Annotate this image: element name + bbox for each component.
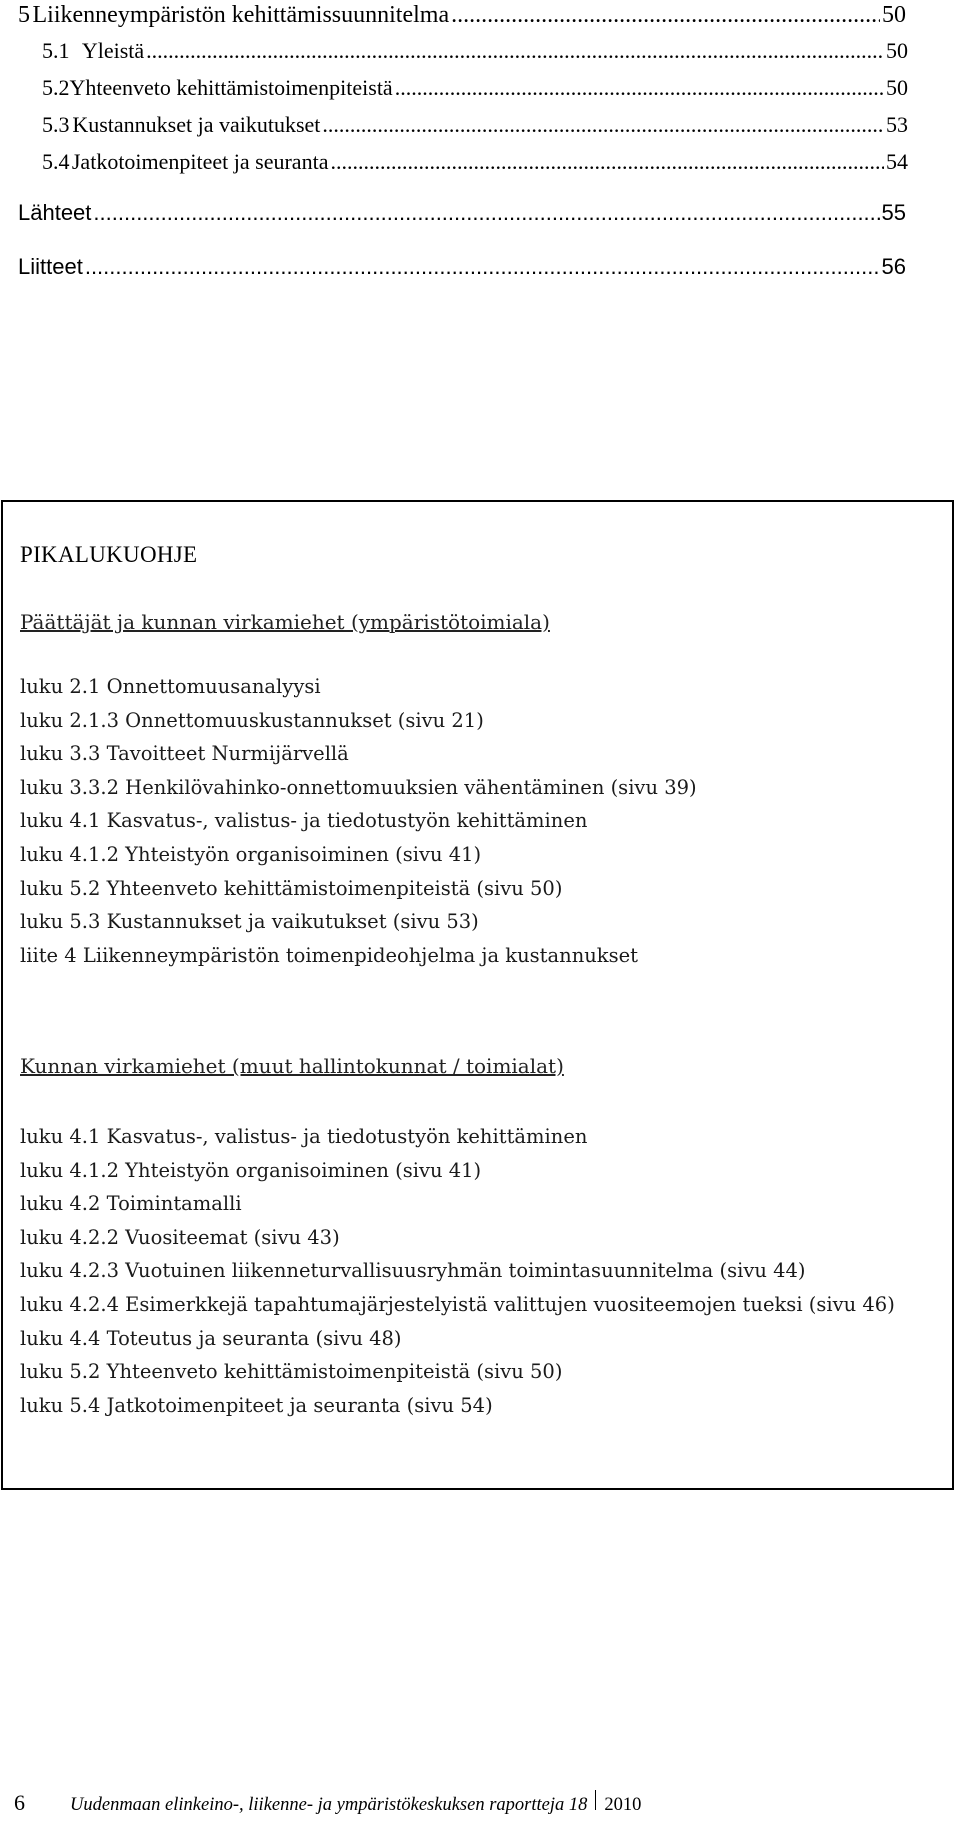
toc-entry-title: Kustannukset ja vaikutukset — [72, 112, 321, 137]
guide-heading-municipal-officials: Kunnan virkamiehet (muut hallintokunnat / toimialat) — [20, 1054, 564, 1078]
toc-dot-leader — [146, 36, 884, 66]
list-item: luku 4.2.2 Vuositeemat (sivu 43) — [20, 1225, 340, 1249]
page-number: 6 — [14, 1790, 25, 1815]
list-item: luku 4.1 Kasvatus-, valistus- ja tiedotustyön kehittäminen — [20, 809, 588, 833]
list-item: luku 4.2 Toimintamalli — [20, 1192, 242, 1216]
toc-dot-leader — [85, 252, 880, 282]
toc-dot-leader — [322, 110, 884, 140]
toc-entry-title: Lähteet — [18, 200, 92, 225]
quick-reading-guide-box — [1, 500, 954, 1490]
list-item: luku 5.2 Yhteenveto kehittämistoimenpiteistä (sivu 50) — [20, 876, 563, 900]
toc-dot-leader — [93, 198, 879, 228]
toc-entry-5-1[interactable] — [42, 36, 908, 66]
list-item: liite 4 Liikenneympäristön toimenpideohjelma ja kustannukset — [20, 943, 639, 967]
list-item: luku 2.1.3 Onnettomuuskustannukset (sivu 21) — [20, 708, 484, 732]
toc-entry-number: 5.3 — [42, 112, 70, 137]
publication-series: Uudenmaan elinkeino-, liikenne- ja ympäristökeskuksen raportteja 18 — [70, 1795, 588, 1815]
toc-dot-leader — [451, 0, 880, 30]
toc-entry-title: Liitteet — [18, 254, 83, 279]
list-item: luku 4.2.3 Vuotuinen liikenneturvallisuusryhmän toimintasuunnitelma (sivu 44) — [20, 1259, 806, 1283]
list-item: luku 4.1 Kasvatus-, valistus- ja tiedotustyön kehittäminen — [20, 1125, 588, 1148]
toc-entry-section-5[interactable] — [18, 0, 906, 30]
toc-entry-page: 50 — [882, 2, 906, 28]
list-item: luku 3.3.2 Henkilövahinko-onnettomuuksien vähentäminen (sivu 39) — [20, 775, 697, 799]
guide-list-decision-makers — [20, 670, 935, 972]
toc-entry-5-2[interactable] — [42, 73, 908, 103]
toc-entry-5-3[interactable] — [42, 110, 908, 140]
toc-dot-leader — [330, 147, 884, 177]
toc-entry-page: 55 — [881, 200, 906, 225]
list-item: luku 3.3 Tavoitteet Nurmijärvellä — [20, 742, 349, 766]
publication-year: 2010 — [604, 1795, 642, 1815]
list-item: luku 4.1.2 Yhteistyön organisoiminen (sivu 41) — [20, 1158, 482, 1182]
guide-heading-decision-makers: Päättäjät ja kunnan virkamiehet (ympäristötoimiala) — [20, 610, 550, 634]
toc-entry-lahteet[interactable] — [18, 198, 906, 228]
toc-entry-title: Yhteenveto kehittämistoimenpiteistä — [69, 75, 393, 100]
toc-entry-page: 54 — [886, 149, 908, 174]
toc-entry-liitteet[interactable] — [18, 252, 906, 282]
toc-entry-page: 53 — [886, 112, 908, 137]
guide-title: PIKALUKUOHJE — [20, 542, 198, 567]
list-item: luku 5.3 Kustannukset ja vaikutukset (sivu 53) — [20, 910, 479, 934]
toc-entry-title: Yleistä — [81, 38, 145, 63]
toc-dot-leader — [395, 73, 884, 103]
toc-entry-number: 5 — [18, 2, 30, 28]
guide-list-municipal-officials — [20, 1120, 935, 1422]
toc-entry-number: 5.2 — [42, 75, 70, 100]
toc-entry-page: 56 — [881, 254, 906, 279]
list-item: luku 4.4 Toteutus ja seuranta (sivu 48) — [20, 1326, 402, 1350]
toc-entry-page: 50 — [886, 75, 908, 100]
list-item: luku 5.2 Yhteenveto kehittämistoimenpiteistä (sivu 50) — [20, 1360, 563, 1384]
toc-entry-number: 5.1 — [42, 38, 70, 63]
list-item: luku 5.4 Jatkotoimenpiteet ja seuranta (sivu 54) — [20, 1393, 493, 1417]
toc-entry-5-4[interactable] — [42, 147, 908, 177]
list-item: luku 4.1.2 Yhteistyön organisoiminen (sivu 41) — [20, 842, 482, 866]
toc-entry-number: 5.4 — [42, 149, 70, 174]
toc-entry-title: Jatkotoimenpiteet ja seuranta — [71, 149, 329, 174]
list-item: luku 2.1 Onnettomuusanalyysi — [20, 675, 321, 698]
list-item: luku 4.2.4 Esimerkkejä tapahtumajärjestelyistä valittujen vuositeemojen tueksi (sivu 46) — [20, 1292, 895, 1316]
page-footer — [14, 1790, 641, 1816]
footer-divider — [595, 1790, 596, 1810]
toc-entry-page: 50 — [886, 38, 908, 63]
toc-entry-title: Liikenneympäristön kehittämissuunnitelma — [32, 2, 450, 28]
